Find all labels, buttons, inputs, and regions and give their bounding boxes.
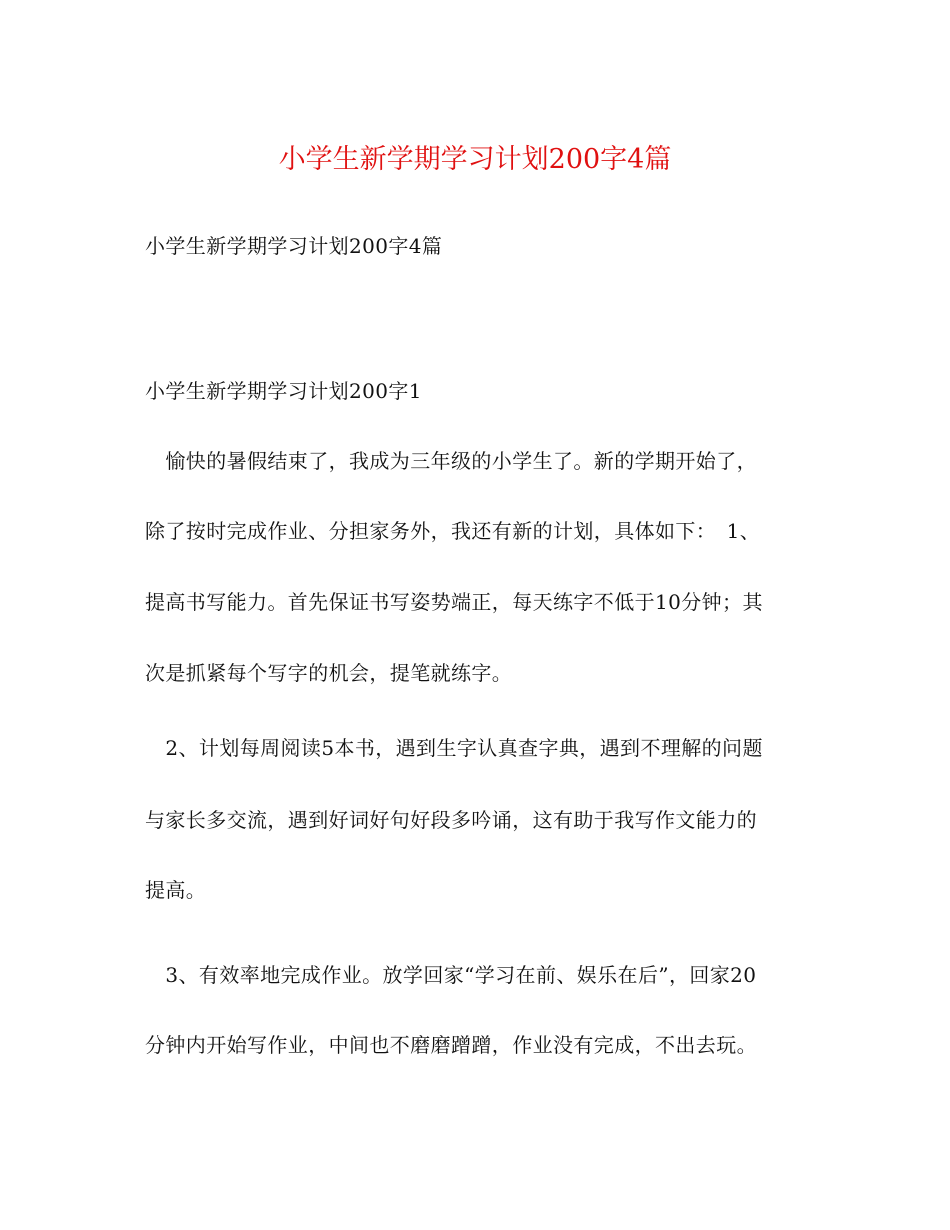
section-heading: 小学生新学期学习计划200字1 xyxy=(145,379,422,403)
paragraph-1-line-4: 次是抓紧每个写字的机会，提笔就练字。 xyxy=(145,661,513,685)
paragraph-3-line-2: 分钟内开始写作业，中间也不磨磨蹭蹭，作业没有完成，不出去玩。 xyxy=(145,1033,757,1057)
document-title: 小学生新学期学习计划200字4篇 xyxy=(278,144,672,175)
paragraph-1-line-3: 提高书写能力。首先保证书写姿势端正，每天练字不低于10分钟；其 xyxy=(145,590,763,614)
document-subtitle: 小学生新学期学习计划200字4篇 xyxy=(145,234,443,258)
paragraph-2-line-2: 与家长多交流，遇到好词好句好段多吟诵，这有助于我写作文能力的 xyxy=(145,808,757,832)
paragraph-1-line-1: 愉快的暑假结束了，我成为三年级的小学生了。新的学期开始了， xyxy=(145,449,757,473)
paragraph-2-line-1: 2、计划每周阅读5本书，遇到生字认真查字典，遇到不理解的问题 xyxy=(145,736,763,760)
paragraph-3-line-1: 3、有效率地完成作业。放学回家“学习在前、娱乐在后”，回家20 xyxy=(145,963,757,987)
paragraph-1-line-2: 除了按时完成作业、分担家务外，我还有新的计划，具体如下： 1、 xyxy=(145,519,761,543)
paragraph-2-line-3: 提高。 xyxy=(145,878,207,902)
